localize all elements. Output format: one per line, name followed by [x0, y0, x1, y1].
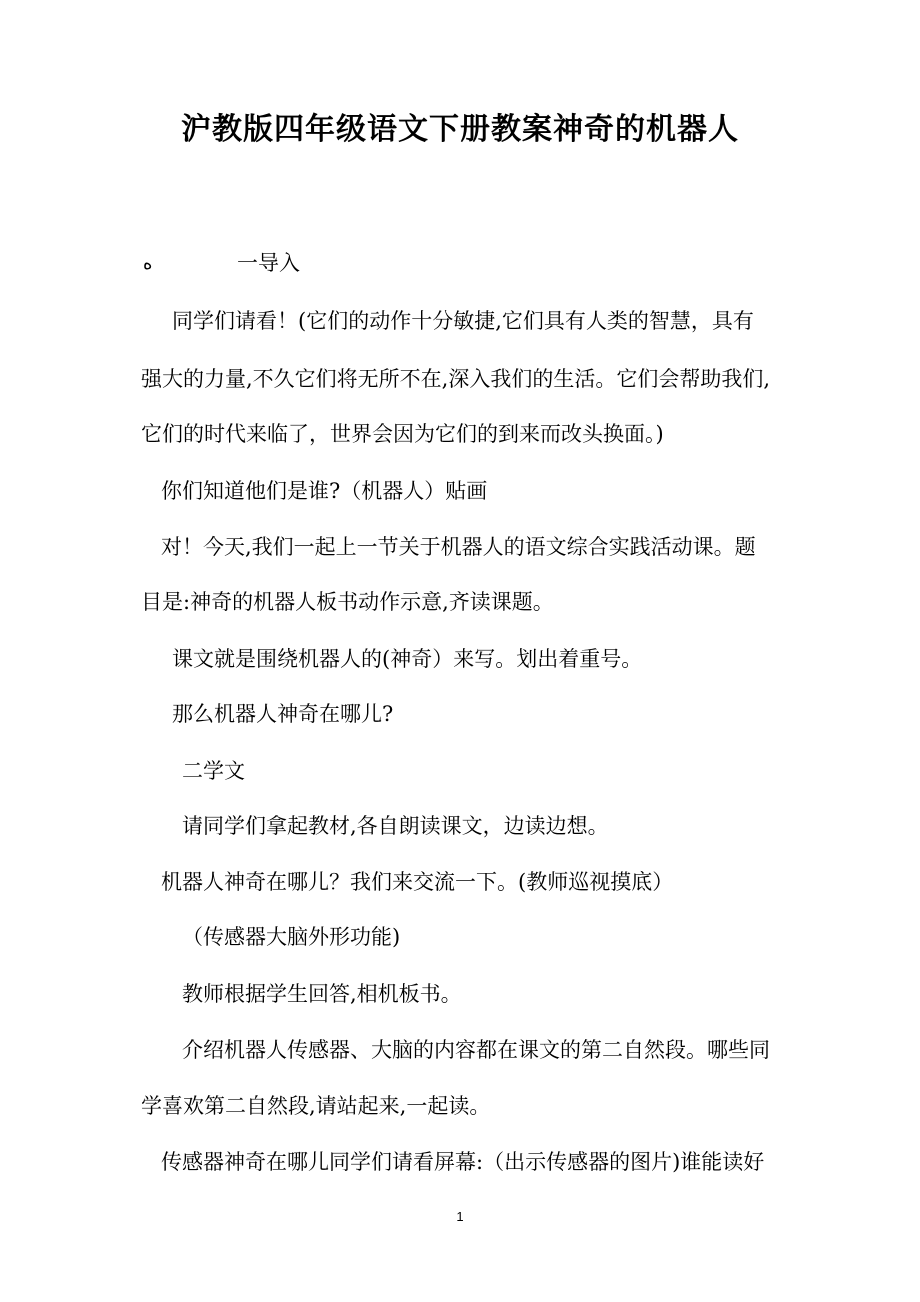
paragraph-line: 它们的时代来临了，世界会因为它们的到来而改头换面。) [141, 422, 664, 446]
paragraph-line: （传感器大脑外形功能) [182, 925, 401, 949]
page-number: 1 [456, 1209, 464, 1224]
paragraph-line: 学喜欢第二自然段,请站起来,一起读。 [141, 1094, 491, 1118]
paragraph-line: 请同学们拿起教材,各自朗读课文，边读边想。 [182, 814, 609, 838]
paragraph-line: 强大的力量,不久它们将无所不在,深入我们的生活。它们会帮助我们, [141, 367, 771, 391]
paragraph-line: 教师根据学生回答,相机板书。 [182, 982, 462, 1006]
section-heading-intro: 一导入 [237, 251, 300, 275]
section-heading-study: 二学文 [182, 759, 245, 783]
paragraph-line: 同学们请看！(它们的动作十分敏捷,它们具有人类的智慧，具有 [172, 309, 754, 333]
paragraph-line: 传感器神奇在哪儿同学们请看屏幕:（出示传感器的图片)谁能读好 [161, 1150, 765, 1174]
paragraph-line: 对！今天,我们一起上一节关于机器人的语文综合实践活动课。题 [161, 535, 756, 559]
paragraph-line: 机器人神奇在哪儿？我们来交流一下。(教师巡视摸底） [161, 870, 674, 894]
paragraph-line: 那么机器人神奇在哪儿? [172, 702, 394, 726]
paragraph-line: 介绍机器人传感器、大脑的内容都在课文的第二自然段。哪些同 [182, 1038, 770, 1062]
document-title: 沪教版四年级语文下册教案神奇的机器人 [181, 112, 739, 147]
stray-glyph: ه [143, 253, 153, 274]
paragraph-line: 你们知道他们是谁?（机器人）贴画 [161, 479, 488, 503]
paragraph-line: 目是:神奇的机器人板书动作示意,齐读课题。 [141, 590, 554, 614]
paragraph-line: 课文就是围绕机器人的(神奇）来写。划出着重号。 [172, 647, 643, 671]
